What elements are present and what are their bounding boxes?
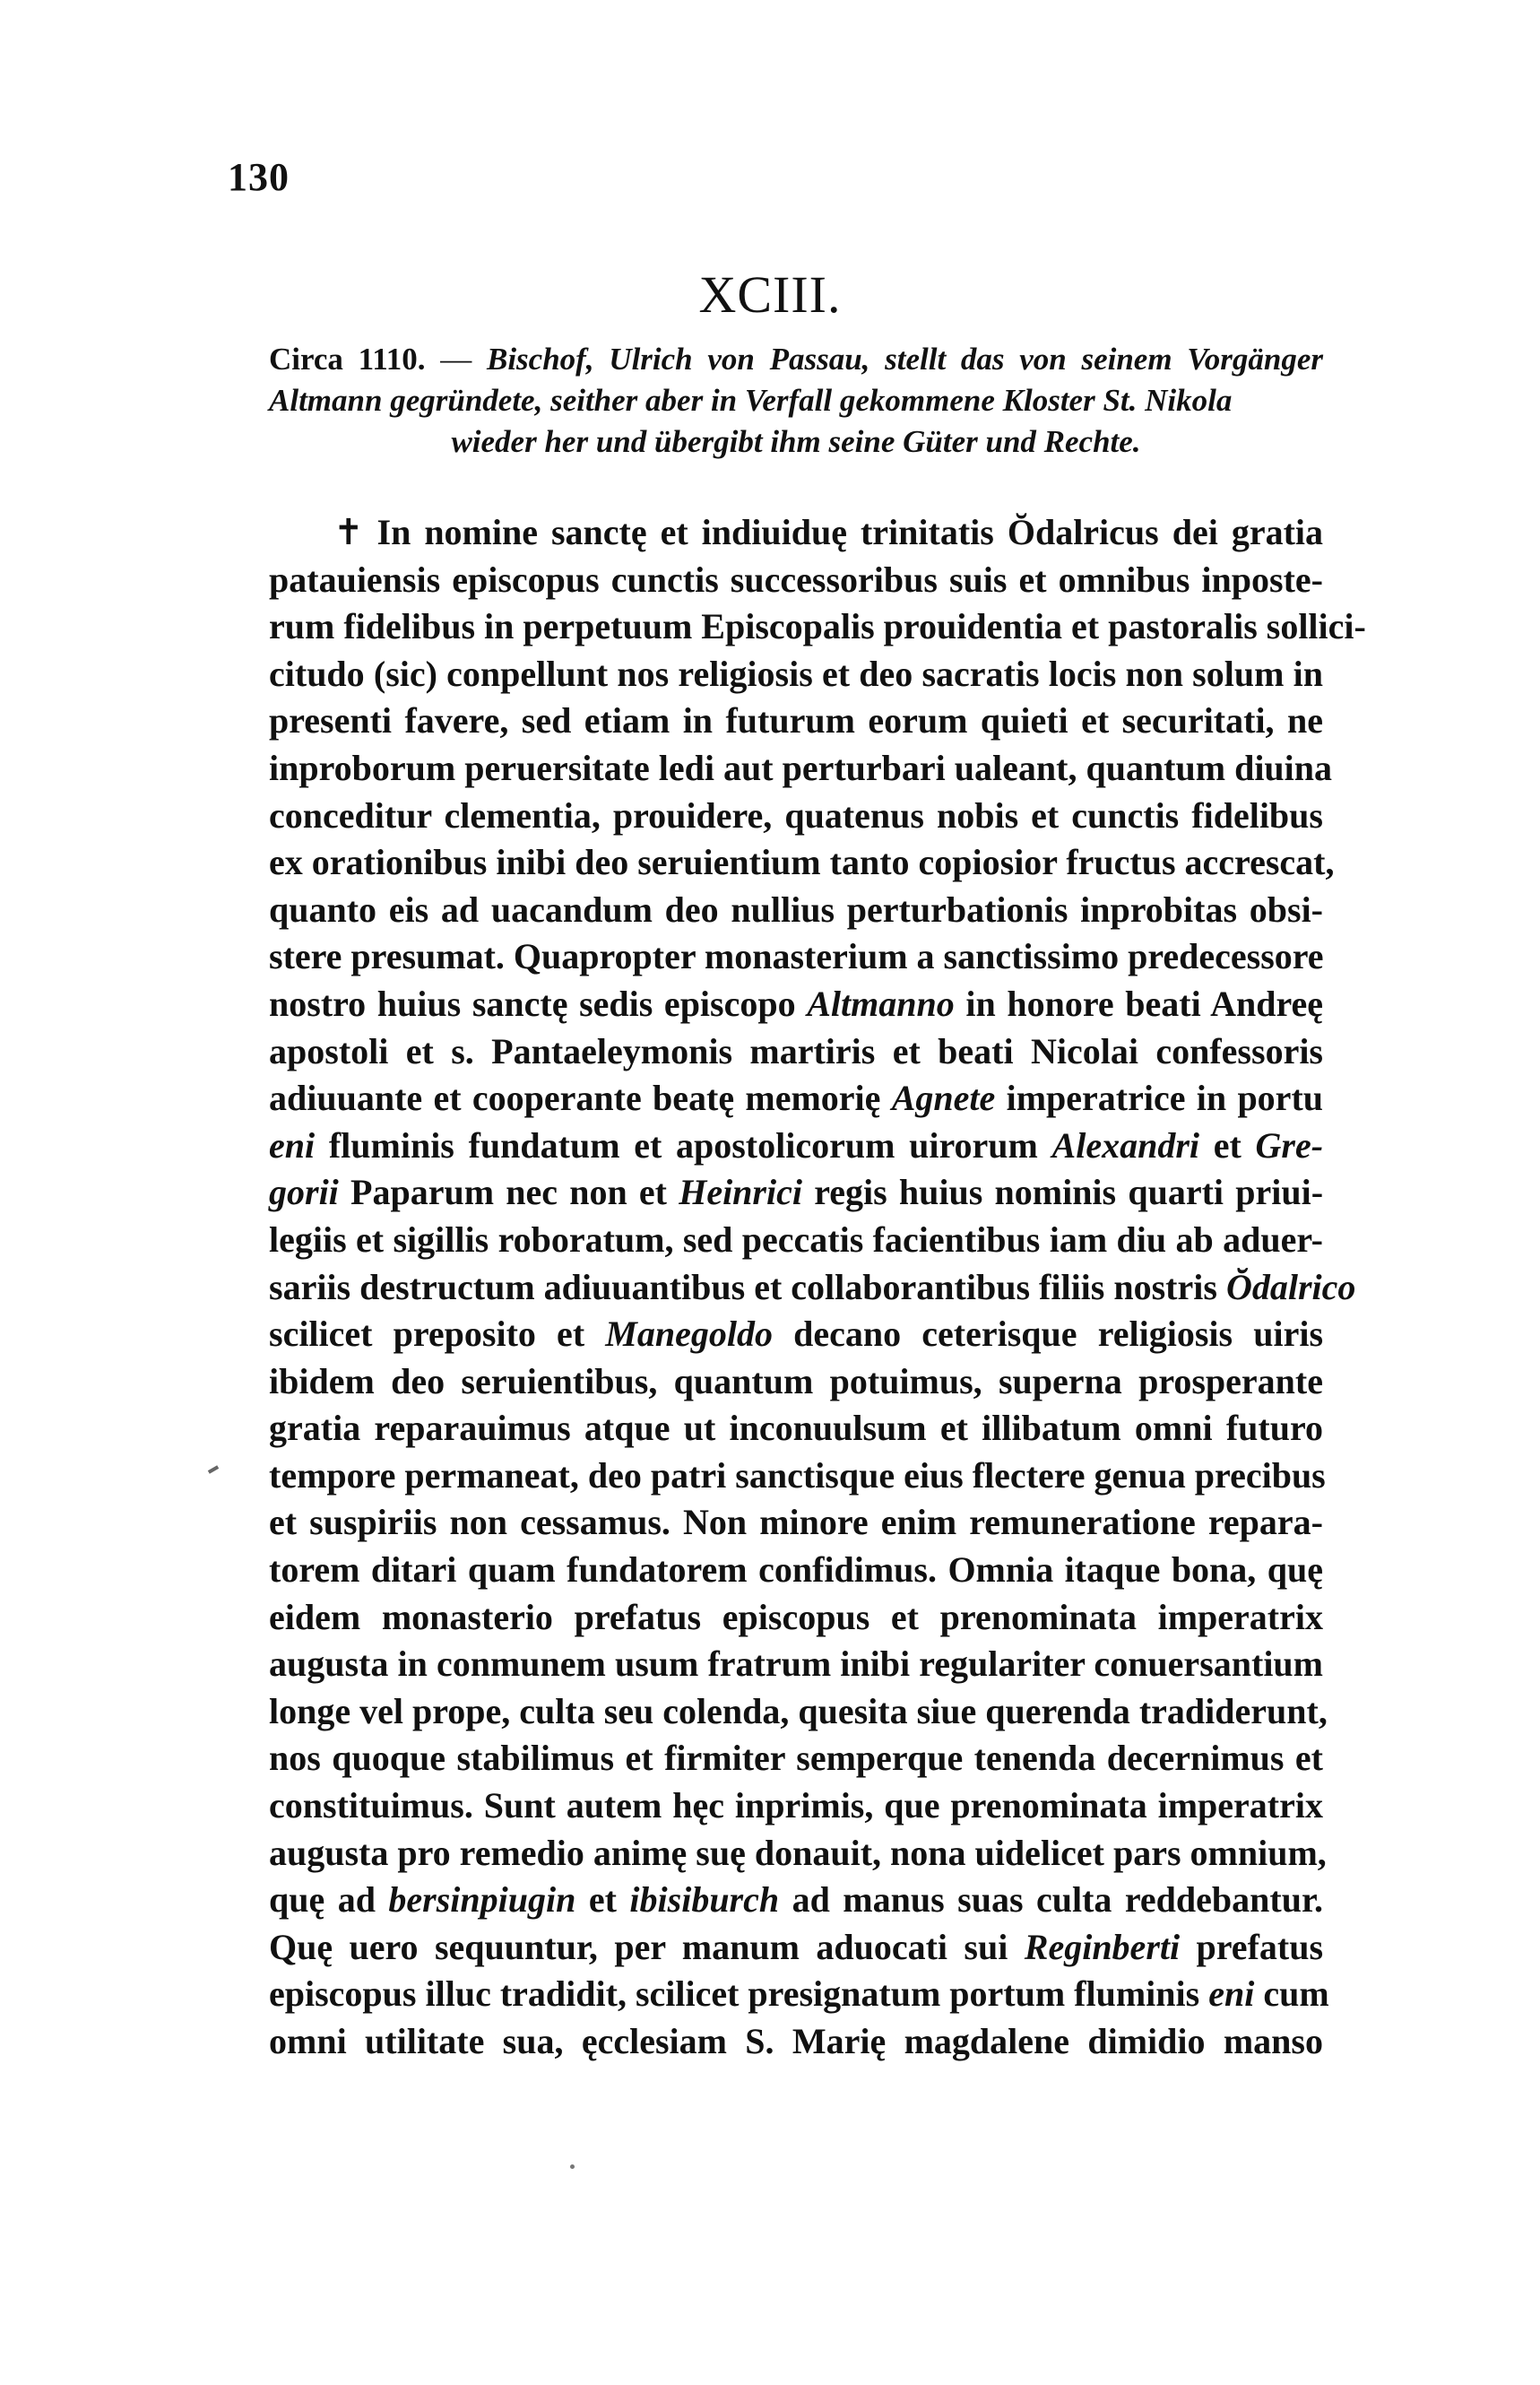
charter-text bbox=[269, 509, 1366, 2066]
river-name: eni bbox=[269, 1124, 316, 1166]
stray-print-mark bbox=[208, 1465, 219, 1473]
text-segment: episcopus illuc tradidit, scilicet presignatum portum fluminis bbox=[269, 1973, 1200, 2015]
text-segment: et bbox=[588, 1879, 617, 1921]
regest-date: Circa 1110. bbox=[269, 342, 426, 377]
text-segment: In nomine sanctę et indiuiduę trinitatis Ŏdalricus dei gratia bbox=[376, 512, 1324, 552]
text-segment: scilicet preposito et bbox=[269, 1314, 585, 1355]
text-segment: et bbox=[1213, 1124, 1242, 1166]
text-segment: Paparum nec non et bbox=[350, 1172, 667, 1213]
regest-dash: — bbox=[425, 342, 487, 377]
document-number: XCIII. bbox=[698, 265, 842, 324]
text-segment: regis huius nominis quarti priui- bbox=[814, 1172, 1324, 1213]
text-line: quanto eis ad uacandum deo nullius perturbationis inprobitas obsi- bbox=[269, 889, 1323, 930]
page-number: 130 bbox=[228, 155, 290, 199]
regest-summary-line2: wieder her und übergibt ihm seine Güter und Rechte. bbox=[451, 424, 1141, 459]
person-name: Heinrici bbox=[679, 1172, 802, 1213]
text-line: eidem monasterio prefatus episcopus et prenominata imperatrix bbox=[269, 1596, 1323, 1637]
text-line: tempore permaneat, deo patri sanctisque eius flectere genua precibus bbox=[269, 1454, 1326, 1496]
text-line bbox=[269, 1311, 1323, 1358]
text-line bbox=[269, 1123, 1323, 1170]
text-segment: quę ad bbox=[269, 1879, 376, 1921]
text-line: constituimus. Sunt autem hęc inprimis, que prenominata imperatrix bbox=[269, 1785, 1323, 1826]
text-line: et suspiriis non cessamus. Non minore enim remuneratione repara- bbox=[269, 1502, 1323, 1543]
text-line: ibidem deo seruientibus, quantum potuimus, superna prosperante bbox=[269, 1360, 1323, 1401]
regest-summary-line1: Bischof, Ulrich von Passau, stellt das von seinem Vorgänger Altmann gegründete, seither aber in Verfall gekommene Kloster St. Nikola bbox=[269, 342, 1323, 418]
text-segment: nostro huius sanctę sedis episcopo bbox=[269, 983, 796, 1024]
text-line: legiis et sigillis roboratum, sed peccatis facientibus iam diu ab aduer- bbox=[269, 1219, 1323, 1260]
text-segment: imperatrice in portu bbox=[1006, 1078, 1324, 1119]
text-line: apostoli et s. Pantaeleymonis martiris et beati Nicolai confessoris bbox=[269, 1030, 1323, 1071]
text-line: presenti favere, sed etiam in futurum eorum quieti et securitati, ne bbox=[269, 700, 1323, 742]
text-line: rum fidelibus in perpetuum Episcopalis prouidentia et pastoralis sollici- bbox=[269, 606, 1366, 647]
text-line: augusta in conmunem usum fratrum inibi regulariter conuersantium bbox=[269, 1643, 1323, 1685]
person-name: Reginberti bbox=[1024, 1926, 1181, 1967]
person-name: Alexandri bbox=[1051, 1124, 1200, 1166]
text-segment: sariis destructum adiuuantibus et collaborantibus filiis nostris bbox=[269, 1266, 1217, 1307]
person-name: Agnete bbox=[891, 1078, 996, 1119]
text-line bbox=[269, 1169, 1323, 1217]
person-name: Altmanno bbox=[807, 983, 955, 1024]
place-name: ibisiburch bbox=[629, 1879, 780, 1921]
person-name: Gre- bbox=[1255, 1124, 1324, 1166]
stray-print-dot bbox=[570, 2164, 575, 2169]
river-name: eni bbox=[1208, 1973, 1255, 2015]
text-line: torem ditari quam fundatorem confidimus. Omnia itaque bona, quę bbox=[269, 1549, 1323, 1591]
text-line: longe vel prope, culta seu colenda, quesita siue querenda tradiderunt, bbox=[269, 1690, 1328, 1731]
text-segment: Quę uero sequuntur, per manum aduocati sui bbox=[269, 1926, 1008, 1967]
person-name: Ŏdalrico bbox=[1225, 1266, 1356, 1307]
text-segment: fluminis fundatum et apostolicorum uirorum bbox=[328, 1124, 1038, 1166]
text-line bbox=[269, 1924, 1323, 1972]
text-line bbox=[269, 981, 1323, 1028]
text-segment: cum bbox=[1263, 1973, 1329, 2015]
text-line bbox=[269, 1264, 1356, 1312]
person-name: Manegoldo bbox=[605, 1314, 773, 1355]
text-line: citudo (sic) conpellunt nos religiosis et deo sacratis locis non solum in bbox=[269, 653, 1323, 694]
text-line bbox=[269, 1075, 1323, 1123]
text-segment: adiuuante et cooperante beatę memorię bbox=[269, 1078, 881, 1119]
text-line: augusta pro remedio animę suę donauit, nona uidelicet pars omnium, bbox=[269, 1832, 1327, 1873]
person-name: gorii bbox=[269, 1172, 339, 1213]
text-line: ex orationibus inibi deo seruientium tanto copiosior fructus accrescat, bbox=[269, 842, 1335, 883]
text-line bbox=[269, 509, 1323, 557]
text-line: gratia reparauimus atque ut inconuulsum et illibatum omni futuro bbox=[269, 1408, 1323, 1449]
text-line bbox=[269, 1971, 1329, 2018]
text-line: omni utilitate sua, ęcclesiam S. Marię magdalene dimidio manso bbox=[269, 2021, 1323, 2061]
regest-header bbox=[269, 339, 1323, 463]
text-line bbox=[269, 1877, 1323, 1924]
text-line: stere presumat. Quapropter monasterium a sanctissimo predecessore bbox=[269, 936, 1324, 977]
text-line: nos quoque stabilimus et firmiter semperque tenenda decernimus et bbox=[269, 1738, 1323, 1779]
cross-symbol: ✝ bbox=[333, 512, 364, 552]
text-segment: prefatus bbox=[1196, 1926, 1324, 1967]
text-line: inproborum peruersitate ledi aut perturbari ualeant, quantum diuina bbox=[269, 747, 1333, 788]
text-segment: in honore beati Andreę bbox=[965, 983, 1324, 1024]
text-line: conceditur clementia, prouidere, quatenus nobis et cunctis fidelibus bbox=[269, 794, 1323, 836]
place-name: bersinpiugin bbox=[388, 1879, 576, 1921]
text-line: patauiensis episcopus cunctis successoribus suis et omnibus inposte- bbox=[269, 559, 1323, 600]
text-segment: decano ceterisque religiosis uiris bbox=[793, 1314, 1324, 1355]
text-segment: ad manus suas culta reddebantur. bbox=[792, 1879, 1324, 1921]
